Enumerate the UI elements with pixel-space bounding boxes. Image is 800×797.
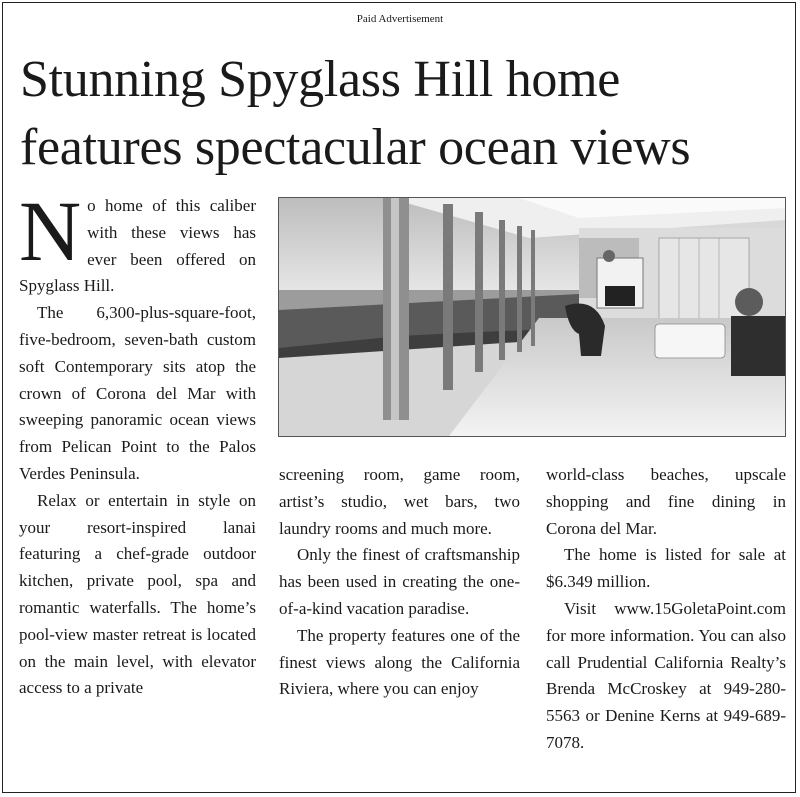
paragraph: The property features one of the finest views along the California Riviera, where you can enjoy	[279, 625, 520, 699]
home-interior-photo	[278, 197, 786, 437]
drop-cap: N	[19, 183, 82, 279]
paid-advertisement-label: Paid Advertisement	[356, 13, 444, 25]
headline-line-2: features spectacular ocean views	[20, 119, 691, 176]
paragraph: Relax or entertain in style on your resort-inspired lanai featuring a chef-grade outdoor kitchen, private pool, spa and romantic waterfalls. The home’s pool-view master retreat is located on the main level, with elevator access to a private	[19, 490, 256, 698]
headline	[20, 46, 790, 182]
article-column-3	[546, 462, 786, 757]
paragraph	[19, 183, 256, 300]
paragraph: The home is listed for sale at $6.349 million.	[546, 545, 786, 592]
headline-line-1: Stunning Spyglass Hill home	[20, 51, 621, 108]
paragraph: Visit www.15GoletaPoint.com for more information. You can also call Prudential California Realty’s Brenda McCroskey at 949-280-5563 or Denine Kerns at 949-689-7078.	[546, 598, 786, 752]
paragraph: world-class beaches, upscale shopping and fine dining in Corona del Mar.	[546, 465, 786, 538]
paragraph: The 6,300-plus-square-foot, five-bedroom, seven-bath custom soft Contemporary sits atop the crown of Corona del Mar with sweeping panoramic ocean views from Pelican Point to the Palos Verdes Peninsula.	[19, 303, 256, 483]
paragraph-text: o home of this caliber with these views has ever been offered on Spyglass Hill.	[19, 196, 256, 296]
paragraph: screening room, game room, artist’s studio, wet bars, two laundry rooms and much more.	[279, 465, 520, 538]
article-column-1	[19, 183, 256, 702]
paragraph: Only the finest of craftsmanship has been used in creating the one-of-a-kind vacation paradise.	[279, 545, 520, 618]
article-column-2	[279, 462, 520, 703]
